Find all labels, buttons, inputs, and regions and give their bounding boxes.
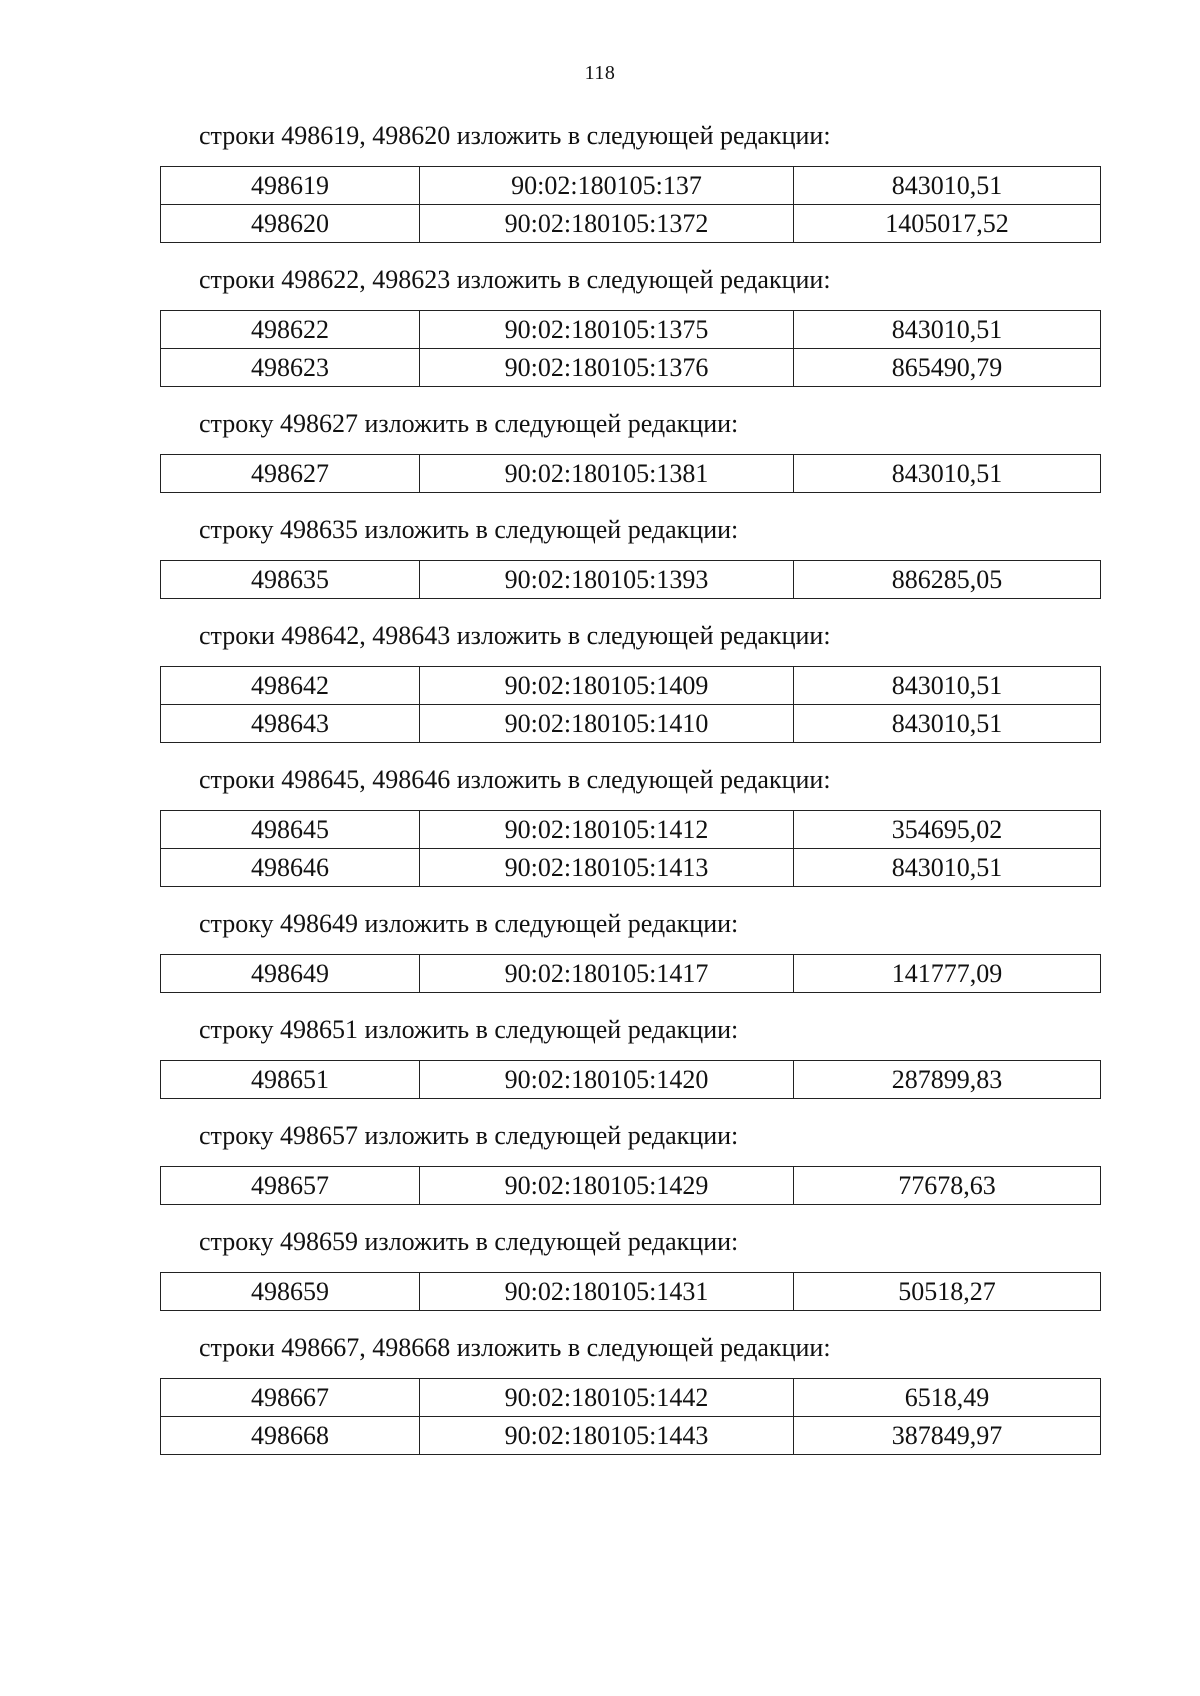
cadastral-number-cell: 90:02:180105:1412: [420, 811, 794, 849]
amendment-table: [160, 166, 1101, 243]
value-cell: 843010,51: [794, 311, 1101, 349]
value-cell: 354695,02: [794, 811, 1101, 849]
cadastral-number-cell: 90:02:180105:1431: [420, 1273, 794, 1311]
row-number-cell: 498619: [161, 167, 420, 205]
row-number-cell: 498646: [161, 849, 420, 887]
page-number: 118: [584, 62, 616, 84]
amendment-section: [160, 764, 1100, 887]
amendment-table: [160, 810, 1101, 887]
value-cell: 865490,79: [794, 349, 1101, 387]
table-row: [161, 667, 1101, 705]
value-cell: 886285,05: [794, 561, 1101, 599]
value-cell: 843010,51: [794, 167, 1101, 205]
amendment-caption: строку 498651 изложить в следующей редакции:: [199, 1015, 739, 1044]
row-number-cell: 498622: [161, 311, 420, 349]
amendment-table: [160, 454, 1101, 493]
value-cell: 287899,83: [794, 1061, 1101, 1099]
amendment-section: [160, 264, 1100, 387]
amendment-table: [160, 1166, 1101, 1205]
value-cell: 77678,63: [794, 1167, 1101, 1205]
cadastral-number-cell: 90:02:180105:1442: [420, 1379, 794, 1417]
row-number-cell: 498649: [161, 955, 420, 993]
table-row: [161, 1167, 1101, 1205]
cadastral-number-cell: 90:02:180105:1443: [420, 1417, 794, 1455]
table-row: [161, 1273, 1101, 1311]
amendment-table: [160, 666, 1101, 743]
value-cell: 141777,09: [794, 955, 1101, 993]
amendment-section: [160, 514, 1100, 599]
amendment-table: [160, 1060, 1101, 1099]
amendment-caption: строку 498635 изложить в следующей редакции:: [199, 515, 739, 544]
table-row: [161, 705, 1101, 743]
amendment-section: [160, 620, 1100, 743]
cadastral-number-cell: 90:02:180105:1393: [420, 561, 794, 599]
table-row: [161, 1061, 1101, 1099]
amendment-caption: строку 498649 изложить в следующей редакции:: [199, 909, 739, 938]
table-row: [161, 561, 1101, 599]
cadastral-number-cell: 90:02:180105:1420: [420, 1061, 794, 1099]
table-row: [161, 167, 1101, 205]
value-cell: 50518,27: [794, 1273, 1101, 1311]
cadastral-number-cell: 90:02:180105:1413: [420, 849, 794, 887]
value-cell: 6518,49: [794, 1379, 1101, 1417]
cadastral-number-cell: 90:02:180105:1417: [420, 955, 794, 993]
table-row: [161, 349, 1101, 387]
amendment-caption: строку 498659 изложить в следующей редакции:: [199, 1227, 739, 1256]
table-row: [161, 1417, 1101, 1455]
row-number-cell: 498645: [161, 811, 420, 849]
row-number-cell: 498627: [161, 455, 420, 493]
row-number-cell: 498668: [161, 1417, 420, 1455]
row-number-cell: 498659: [161, 1273, 420, 1311]
value-cell: 387849,97: [794, 1417, 1101, 1455]
cadastral-number-cell: 90:02:180105:1376: [420, 349, 794, 387]
amendment-caption: строки 498642, 498643 изложить в следующей редакции:: [199, 621, 831, 650]
row-number-cell: 498651: [161, 1061, 420, 1099]
amendment-caption: строки 498667, 498668 изложить в следующей редакции:: [199, 1333, 831, 1362]
value-cell: 843010,51: [794, 705, 1101, 743]
cadastral-number-cell: 90:02:180105:1372: [420, 205, 794, 243]
value-cell: 843010,51: [794, 455, 1101, 493]
amendment-section: [160, 120, 1100, 243]
row-number-cell: 498643: [161, 705, 420, 743]
amendment-caption: строки 498645, 498646 изложить в следующей редакции:: [199, 765, 831, 794]
cadastral-number-cell: 90:02:180105:1409: [420, 667, 794, 705]
cadastral-number-cell: 90:02:180105:1381: [420, 455, 794, 493]
row-number-cell: 498667: [161, 1379, 420, 1417]
amendment-table: [160, 1378, 1101, 1455]
value-cell: 843010,51: [794, 849, 1101, 887]
amendment-table: [160, 560, 1101, 599]
amendment-table: [160, 1272, 1101, 1311]
amendment-section: [160, 1226, 1100, 1311]
row-number-cell: 498623: [161, 349, 420, 387]
amendment-caption: строку 498627 изложить в следующей редакции:: [199, 409, 739, 438]
amendment-table: [160, 954, 1101, 993]
value-cell: 843010,51: [794, 667, 1101, 705]
table-row: [161, 1379, 1101, 1417]
table-row: [161, 205, 1101, 243]
value-cell: 1405017,52: [794, 205, 1101, 243]
amendment-caption: строку 498657 изложить в следующей редакции:: [199, 1121, 739, 1150]
row-number-cell: 498635: [161, 561, 420, 599]
cadastral-number-cell: 90:02:180105:1410: [420, 705, 794, 743]
amendment-section: [160, 908, 1100, 993]
amendment-section: [160, 1332, 1100, 1455]
amendment-section: [160, 1120, 1100, 1205]
amendment-section: [160, 408, 1100, 493]
table-row: [161, 311, 1101, 349]
cadastral-number-cell: 90:02:180105:1429: [420, 1167, 794, 1205]
row-number-cell: 498620: [161, 205, 420, 243]
row-number-cell: 498642: [161, 667, 420, 705]
document-body: [160, 120, 1100, 1476]
table-row: [161, 455, 1101, 493]
amendment-section: [160, 1014, 1100, 1099]
table-row: [161, 849, 1101, 887]
cadastral-number-cell: 90:02:180105:1375: [420, 311, 794, 349]
table-row: [161, 955, 1101, 993]
amendment-caption: строки 498622, 498623 изложить в следующей редакции:: [199, 265, 831, 294]
cadastral-number-cell: 90:02:180105:137: [420, 167, 794, 205]
amendment-caption: строки 498619, 498620 изложить в следующей редакции:: [199, 121, 831, 150]
amendment-table: [160, 310, 1101, 387]
row-number-cell: 498657: [161, 1167, 420, 1205]
table-row: [161, 811, 1101, 849]
